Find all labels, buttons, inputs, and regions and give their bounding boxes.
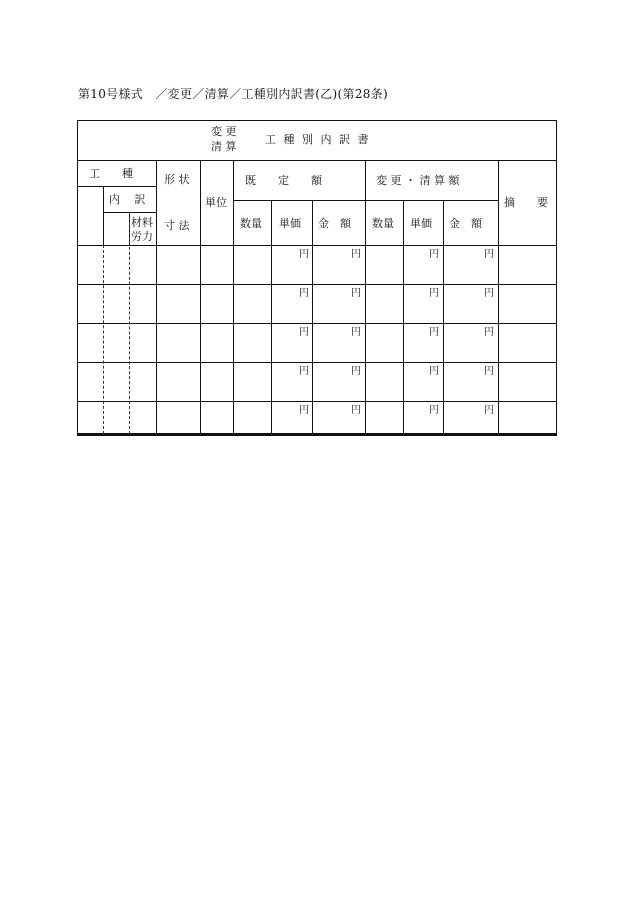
row-line-1 [77, 284, 557, 285]
yen-mark: 円 [429, 366, 439, 377]
col-line-henkou [365, 160, 366, 434]
header-tani: 単位 [205, 196, 227, 209]
col-line-tani [200, 160, 201, 434]
yen-mark: 円 [429, 327, 439, 338]
header-henkou-suryo: 数量 [372, 217, 394, 230]
header-sunpo: 寸 法 [164, 219, 190, 232]
yen-mark: 円 [299, 366, 309, 377]
col-line-kitei-kingaku [312, 200, 313, 434]
yen-mark: 円 [351, 405, 361, 416]
table-border-left [77, 120, 78, 436]
header-bottom-line [77, 245, 557, 246]
col-line-kitei-tanka [271, 200, 272, 434]
header-zairyo: 材料 [131, 216, 153, 229]
header-kitei-tanka: 単価 [279, 217, 301, 230]
yen-mark: 円 [484, 405, 494, 416]
header-henkou-tanka: 単価 [410, 217, 432, 230]
table-border-bottom [77, 433, 557, 436]
yen-mark: 円 [429, 405, 439, 416]
yen-mark: 円 [484, 249, 494, 260]
col-line-kitei [233, 160, 234, 434]
header-kitei-kingaku: 金 額 [318, 217, 351, 230]
yen-mark: 円 [299, 405, 309, 416]
header-henkou: 変 更 ・ 清 算 額 [376, 174, 460, 187]
col-line-keijo [156, 160, 157, 434]
breakdown-table [77, 120, 557, 436]
yen-mark: 円 [351, 288, 361, 299]
yen-mark: 円 [351, 327, 361, 338]
row-line-2 [77, 323, 557, 324]
yen-mark: 円 [484, 327, 494, 338]
header-line-kouji [77, 186, 156, 187]
col-line-henkou-tanka [403, 200, 404, 434]
title-prefix-settle: 清 算 [211, 140, 237, 153]
header-henkou-kingaku: 金 額 [449, 217, 482, 230]
header-tekiyo: 摘 要 [504, 196, 548, 209]
dashed-line-zairyo [129, 212, 130, 434]
table-border-right [556, 120, 557, 436]
col-line-tekiyo [498, 160, 499, 434]
title-prefix-change: 変 更 [211, 125, 237, 138]
yen-mark: 円 [429, 288, 439, 299]
yen-mark: 円 [484, 366, 494, 377]
table-border-top [77, 120, 557, 121]
header-kitei-suryo: 数量 [240, 217, 262, 230]
col-line-henkou-kingaku [443, 200, 444, 434]
yen-mark: 円 [299, 288, 309, 299]
yen-mark: 円 [429, 249, 439, 260]
header-kouji: 工 種 [89, 167, 133, 180]
yen-mark: 円 [484, 288, 494, 299]
row-line-3 [77, 362, 557, 363]
header-rouryoku: 労力 [131, 230, 153, 243]
header-keijo: 形 状 [164, 173, 190, 186]
row-line-4 [77, 401, 557, 402]
header-uchiwake: 内 訳 [109, 193, 146, 206]
yen-mark: 円 [351, 249, 361, 260]
yen-mark: 円 [299, 327, 309, 338]
col-line-uchiwake-header [103, 186, 104, 246]
form-label: 第10号様式 ／変更／清算／工種別内訳書(乙)(第28条) [78, 87, 388, 101]
yen-mark: 円 [299, 249, 309, 260]
title-divider [77, 160, 557, 161]
table-title: 工 種 別 内 訳 書 [265, 133, 371, 146]
dashed-line-uchiwake [103, 245, 104, 434]
yen-mark: 円 [351, 366, 361, 377]
header-kitei: 既 定 額 [245, 174, 322, 187]
